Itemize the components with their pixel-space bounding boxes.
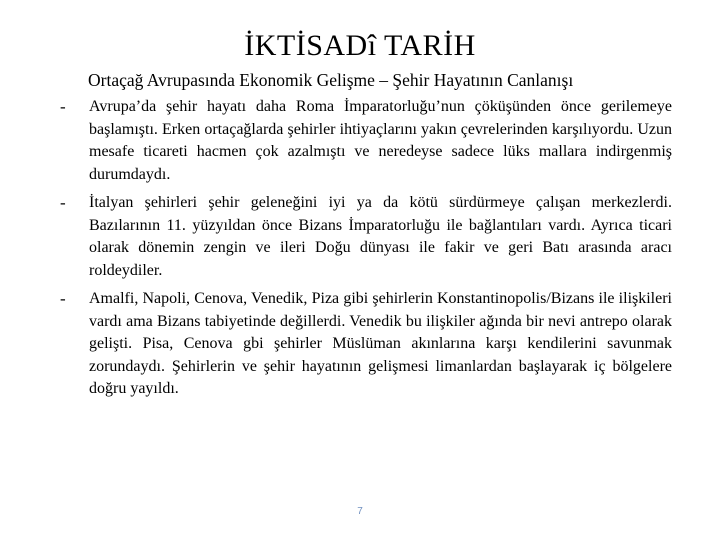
bullet-text: İtalyan şehirleri şehir geleneğini iyi ya da kötü sürdürmeye çalışan merkezlerdi. Bazılarının 11. yüzyıldan önce Bizans İmparatorluğu ile bağlantıları vardı. Ayrıca ticari olarak dönemin zengin ve ileri Doğu dünyası ile fakir ve geri Batı arasında aracı roldeydiler. <box>89 194 672 279</box>
bullet-item <box>60 288 672 401</box>
page-number: 7 <box>357 506 363 517</box>
bullet-text: Amalfi, Napoli, Cenova, Venedik, Piza gibi şehirlerin Konstantinopolis/Bizans ile ilişkileri vardı ama Bizans tabiyetinde değillerdi. Venedik bu ilişkiler ağında bir nevi antrepo olarak gelişti. Pisa, Cenova gbi şehirler Müslüman akınlarına karşı kendilerini savunmak zorundaydı. Şehirlerin ve şehir hayatının gelişmesi limanlardan başlayarak iç bölgelere doğru yayıldı. <box>89 290 672 397</box>
bullet-text: Avrupa’da şehir hayatı daha Roma İmparatorluğu’nun çöküşünden önce gerilemeye başlamıştı. Erken ortaçağlarda şehirler ihtiyaçlarını yakın çevrelerinden karşılıyordu. Uzun mesafe ticareti hacmen çok azalmıştı ve neredeyse sadece lüks mallara indirgenmiş durumdaydı. <box>89 98 672 183</box>
bullet-dash-icon: - <box>60 97 66 116</box>
bullet-dash-icon: - <box>60 193 66 212</box>
slide-title: İKTİSADî TARİH <box>244 29 476 62</box>
slide-subtitle: Ortaçağ Avrupasında Ekonomik Gelişme – Şehir Hayatının Canlanışı <box>88 70 574 90</box>
bullet-item <box>60 96 672 186</box>
bullet-dash-icon: - <box>60 289 66 308</box>
bullet-item <box>60 192 672 282</box>
bullet-list <box>60 96 672 407</box>
